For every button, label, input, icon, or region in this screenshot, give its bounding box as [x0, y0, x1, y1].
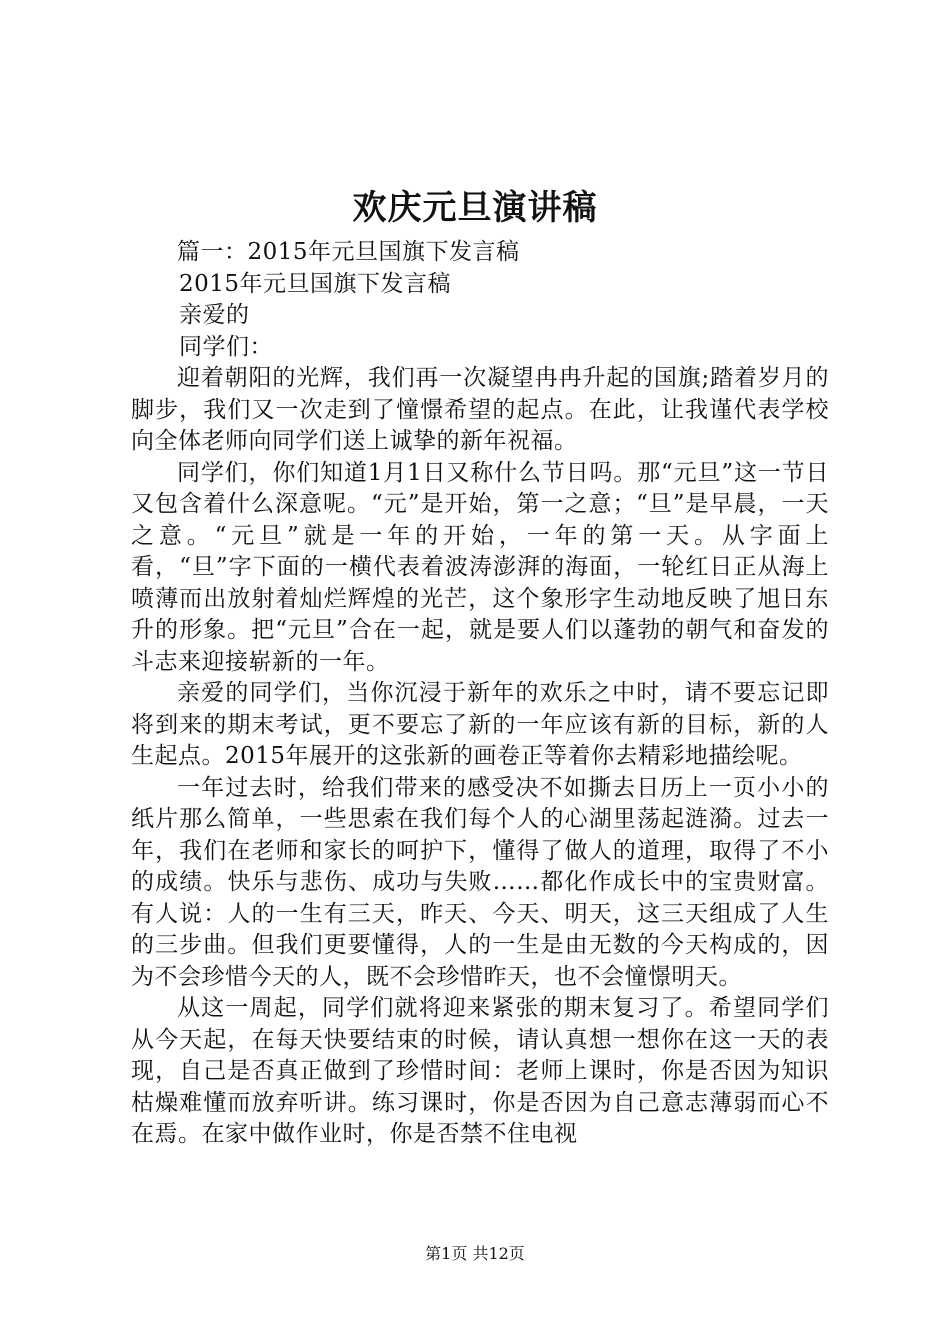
- document-body: [131, 237, 829, 1151]
- paragraph: 从这一周起，同学们就将迎来紧张的期末复习了。希望同学们从今天起，在每天快要结束的时候，请认真想一想你在这一天的表现，自己是否真正做到了珍惜时间：老师上课时，你是否因为知识枯燥难懂而放弃听讲。练习课时，你是否因为自己意志薄弱而心不在焉。在家中做作业时，你是否禁不住电视: [131, 995, 829, 1147]
- paragraph: 同学们，你们知道1月1日又称什么节日吗。那“元旦”这一节日又包含着什么深意呢。“元”是开始，第一之意；“旦”是早晨，一天之意。“元旦”就是一年的开始，一年的第一天。从字面上看，“旦”字下面的一横代表着波涛澎湃的海面，一轮红日正从海上喷薄而出放射着灿烂辉煌的光芒，这个象形字生动地反映了旭日东升的形象。把“元旦”合在一起，就是要人们以蓬勃的朝气和奋发的斗志来迎接崭新的一年。: [131, 459, 829, 675]
- paragraph: 一年过去时，给我们带来的感受决不如撕去日历上一页小小的纸片那么简单，一些思索在我们每个人的心湖里荡起涟漪。过去一年，我们在老师和家长的呵护下，懂得了做人的道理，取得了不小的成绩。快乐与悲伤、成功与失败……都化作成长中的宝贵财富。有人说：人的一生有三天，昨天、今天、明天，这三天组成了人生的三步曲。但我们更要懂得，人的一生是由无数的今天构成的，因为不会珍惜今天的人，既不会珍惜昨天，也不会憧憬明天。: [131, 774, 829, 990]
- paragraph: 迎着朝阳的光辉，我们再一次凝望冉冉升起的国旗;踏着岁月的脚步，我们又一次走到了憧憬希望的起点。在此，让我谨代表学校向全体老师向同学们送上诚挚的新年祝福。: [131, 365, 829, 454]
- document-title: 欢庆元旦演讲稿: [352, 188, 598, 228]
- page-number-footer: 第1页 共12页: [425, 1244, 525, 1263]
- greeting-line-1: 亲爱的: [179, 302, 250, 328]
- speech-heading: 2015年元旦国旗下发言稿: [179, 270, 452, 297]
- greeting-line-2: 同学们：: [179, 333, 273, 360]
- section-heading: 篇一：2015年元旦国旗下发言稿: [177, 239, 520, 265]
- paragraph: 亲爱的同学们，当你沉浸于新年的欢乐之中时，请不要忘记即将到来的期末考试，更不要忘了新的一年应该有新的目标，新的人生起点。2015年展开的这张新的画卷正等着你去精彩地描绘呢。: [131, 680, 829, 769]
